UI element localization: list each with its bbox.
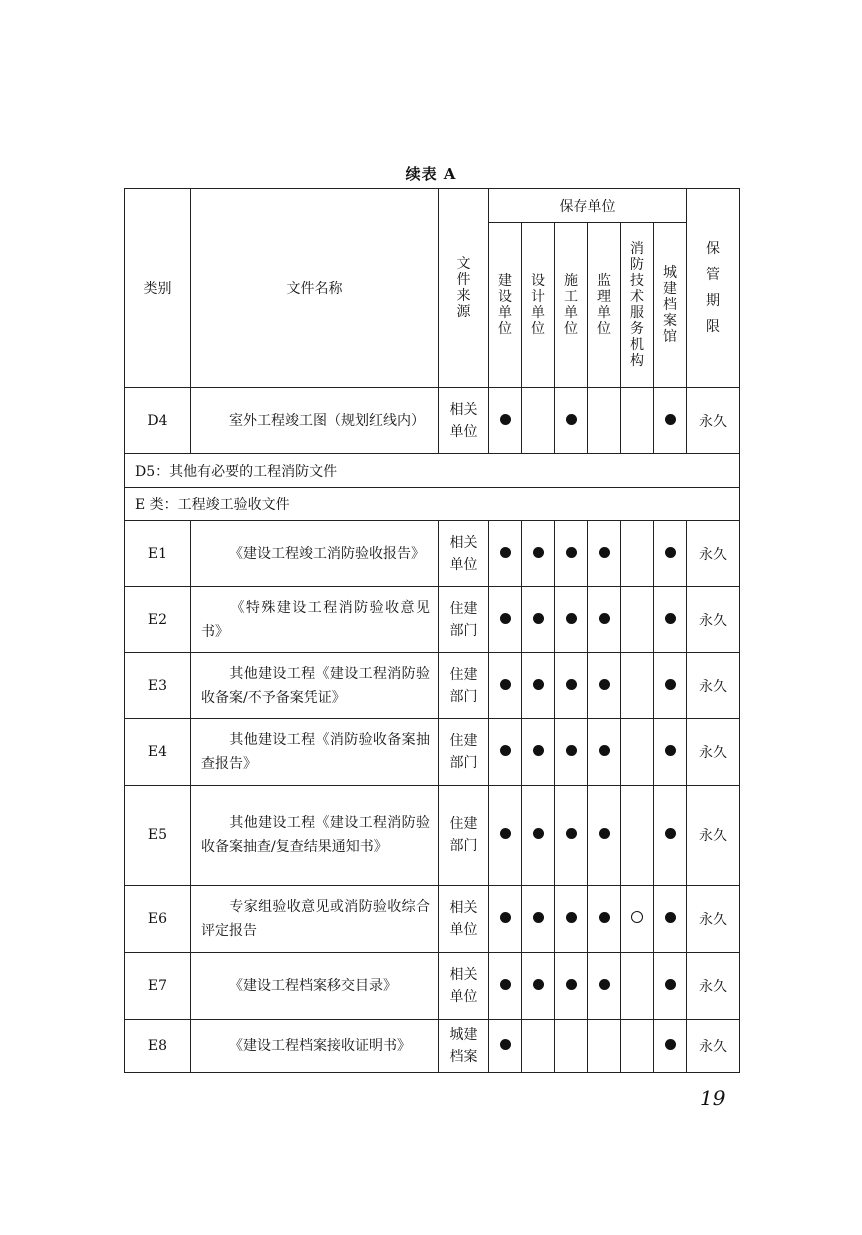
hollow-circle-icon	[631, 911, 643, 923]
row-keeper-mark	[555, 521, 588, 587]
row-keeper-mark	[621, 1019, 654, 1072]
row-filename-text: 其他建设工程《建设工程消防验收备案/不予备案凭证》	[201, 665, 430, 706]
header-filename: 文件名称	[191, 189, 439, 388]
row-filename-text: 《建设工程档案移交目录》	[229, 977, 397, 994]
row-keeper-mark	[588, 587, 621, 653]
filled-circle-icon	[599, 745, 610, 756]
filled-circle-icon	[500, 613, 511, 624]
filled-circle-icon	[665, 912, 676, 923]
header-keeper-fire-service: 消 防 技 术 服 务 机 构	[621, 223, 654, 388]
row-code: E1	[125, 521, 191, 587]
header-keeper-supervisor: 监 理 单 位	[588, 223, 621, 388]
filled-circle-icon	[566, 613, 577, 624]
filled-circle-icon	[500, 679, 511, 690]
table-row	[125, 521, 740, 587]
header-category: 类别	[125, 189, 191, 388]
page-number: 19	[700, 1086, 726, 1110]
row-keeper-mark	[654, 1019, 687, 1072]
row-keeper-mark	[588, 785, 621, 885]
header-keeper-builder: 施 工 单 位	[555, 223, 588, 388]
header-period: 保 管 期 限	[687, 189, 740, 388]
filled-circle-icon	[665, 613, 676, 624]
row-filename	[191, 1019, 439, 1072]
row-filename	[191, 653, 439, 719]
row-keeper-mark	[522, 521, 555, 587]
filled-circle-icon	[599, 828, 610, 839]
row-source: 住建 部门	[439, 785, 489, 885]
filled-circle-icon	[533, 912, 544, 923]
filled-circle-icon	[500, 828, 511, 839]
row-filename-text: 《建设工程档案接收证明书》	[229, 1037, 411, 1054]
row-keeper-mark	[588, 885, 621, 952]
filled-circle-icon	[665, 414, 676, 425]
filled-circle-icon	[500, 1039, 511, 1050]
filled-circle-icon	[500, 745, 511, 756]
filled-circle-icon	[500, 912, 511, 923]
row-keeper-mark	[522, 885, 555, 952]
row-code: E6	[125, 885, 191, 952]
row-keeper-mark	[654, 521, 687, 587]
row-source: 城建 档案	[439, 1019, 489, 1072]
filled-circle-icon	[599, 912, 610, 923]
row-filename-text: 《特殊建设工程消防验收意见书》	[201, 599, 430, 640]
row-keeper-mark	[654, 719, 687, 785]
row-keeper-mark	[621, 719, 654, 785]
row-keeper-mark	[522, 952, 555, 1019]
row-keeper-mark	[555, 952, 588, 1019]
row-keeper-mark	[621, 388, 654, 454]
row-keeper-mark	[621, 653, 654, 719]
row-keeper-mark	[588, 653, 621, 719]
filled-circle-icon	[533, 547, 544, 558]
row-keeper-mark	[489, 885, 522, 952]
row-source: 相关 单位	[439, 388, 489, 454]
table-row	[125, 587, 740, 653]
filled-circle-icon	[533, 745, 544, 756]
row-keeper-mark	[621, 952, 654, 1019]
row-keeper-mark	[555, 719, 588, 785]
filled-circle-icon	[599, 613, 610, 624]
row-filename-text: 其他建设工程《消防验收备案抽查报告》	[201, 732, 430, 773]
row-code: E7	[125, 952, 191, 1019]
table-row	[125, 952, 740, 1019]
row-keeper-mark	[588, 388, 621, 454]
filled-circle-icon	[599, 547, 610, 558]
row-filename-text: 《建设工程竣工消防验收报告》	[229, 545, 425, 562]
row-keeper-mark	[489, 587, 522, 653]
row-keeper-mark	[489, 388, 522, 454]
table-title: 续表 A	[405, 165, 457, 183]
row-keeper-mark	[588, 719, 621, 785]
row-code: E5	[125, 785, 191, 885]
table-row	[125, 719, 740, 785]
row-keeper-mark	[654, 388, 687, 454]
row-period: 永久	[687, 885, 740, 952]
table-row	[125, 653, 740, 719]
row-code: E4	[125, 719, 191, 785]
row-filename	[191, 587, 439, 653]
row-source: 住建 部门	[439, 587, 489, 653]
row-keeper-mark	[588, 521, 621, 587]
row-period: 永久	[687, 1019, 740, 1072]
filled-circle-icon	[566, 745, 577, 756]
row-source: 住建 部门	[439, 653, 489, 719]
row-period: 永久	[687, 521, 740, 587]
row-code: E8	[125, 1019, 191, 1072]
row-keeper-mark	[489, 719, 522, 785]
filled-circle-icon	[566, 547, 577, 558]
row-filename	[191, 785, 439, 885]
row-keeper-mark	[555, 587, 588, 653]
table-row	[125, 388, 740, 454]
row-keeper-mark	[621, 587, 654, 653]
filled-circle-icon	[665, 828, 676, 839]
row-filename-text: 其他建设工程《建设工程消防验收备案抽查/复查结果通知书》	[201, 815, 430, 856]
row-keeper-mark	[621, 885, 654, 952]
row-keeper-mark	[654, 885, 687, 952]
row-source: 住建 部门	[439, 719, 489, 785]
row-keeper-mark	[621, 785, 654, 885]
row-keeper-mark	[522, 1019, 555, 1072]
row-keeper-mark	[588, 952, 621, 1019]
row-keeper-mark	[522, 653, 555, 719]
row-keeper-mark	[654, 785, 687, 885]
row-filename	[191, 885, 439, 952]
row-keeper-mark	[489, 1019, 522, 1072]
row-keeper-mark	[489, 521, 522, 587]
row-keeper-mark	[489, 952, 522, 1019]
row-keeper-mark	[654, 587, 687, 653]
row-keeper-mark	[555, 1019, 588, 1072]
row-period: 永久	[687, 587, 740, 653]
header-keeper-group: 保存单位	[489, 189, 687, 223]
row-keeper-mark	[555, 785, 588, 885]
row-keeper-mark	[588, 1019, 621, 1072]
filled-circle-icon	[665, 979, 676, 990]
filled-circle-icon	[566, 912, 577, 923]
row-code: D4	[125, 388, 191, 454]
header-source: 文 件 来 源	[439, 189, 489, 388]
row-source: 相关 单位	[439, 952, 489, 1019]
filled-circle-icon	[500, 414, 511, 425]
header-keeper-design: 设 计 单 位	[522, 223, 555, 388]
filled-circle-icon	[665, 547, 676, 558]
filled-circle-icon	[665, 679, 676, 690]
row-code: E2	[125, 587, 191, 653]
filled-circle-icon	[566, 828, 577, 839]
row-period: 永久	[687, 388, 740, 454]
row-filename	[191, 719, 439, 785]
row-filename	[191, 388, 439, 454]
row-filename-text: 室外工程竣工图（规划红线内）	[229, 412, 425, 429]
filled-circle-icon	[500, 979, 511, 990]
row-keeper-mark	[621, 521, 654, 587]
row-filename	[191, 521, 439, 587]
row-keeper-mark	[522, 587, 555, 653]
filled-circle-icon	[533, 828, 544, 839]
row-keeper-mark	[522, 388, 555, 454]
archive-table	[124, 188, 740, 1073]
row-period: 永久	[687, 719, 740, 785]
row-source: 相关 单位	[439, 521, 489, 587]
filled-circle-icon	[533, 979, 544, 990]
row-source: 相关 单位	[439, 885, 489, 952]
filled-circle-icon	[599, 679, 610, 690]
row-keeper-mark	[555, 653, 588, 719]
row-code: E3	[125, 653, 191, 719]
table-row	[125, 885, 740, 952]
row-keeper-mark	[654, 653, 687, 719]
row-keeper-mark	[555, 885, 588, 952]
filled-circle-icon	[665, 745, 676, 756]
header-keeper-construction: 建 设 单 位	[489, 223, 522, 388]
row-filename	[191, 952, 439, 1019]
filled-circle-icon	[665, 1039, 676, 1050]
table-row	[125, 454, 740, 488]
row-period: 永久	[687, 952, 740, 1019]
filled-circle-icon	[566, 679, 577, 690]
row-filename-text: 专家组验收意见或消防验收综合评定报告	[201, 898, 430, 939]
row-keeper-mark	[489, 785, 522, 885]
row-keeper-mark	[654, 952, 687, 1019]
row-keeper-mark	[555, 388, 588, 454]
header-keeper-archive: 城 建 档 案 馆	[654, 223, 687, 388]
table-row	[125, 785, 740, 885]
filled-circle-icon	[533, 613, 544, 624]
filled-circle-icon	[500, 547, 511, 558]
table-row	[125, 488, 740, 521]
row-period: 永久	[687, 785, 740, 885]
section-row-label: D5：其他有必要的工程消防文件	[125, 454, 740, 488]
table-row	[125, 1019, 740, 1072]
row-keeper-mark	[489, 653, 522, 719]
filled-circle-icon	[533, 679, 544, 690]
filled-circle-icon	[566, 414, 577, 425]
filled-circle-icon	[566, 979, 577, 990]
section-row-label: E 类：工程竣工验收文件	[125, 488, 740, 521]
row-period: 永久	[687, 653, 740, 719]
row-keeper-mark	[522, 719, 555, 785]
filled-circle-icon	[599, 979, 610, 990]
row-keeper-mark	[522, 785, 555, 885]
